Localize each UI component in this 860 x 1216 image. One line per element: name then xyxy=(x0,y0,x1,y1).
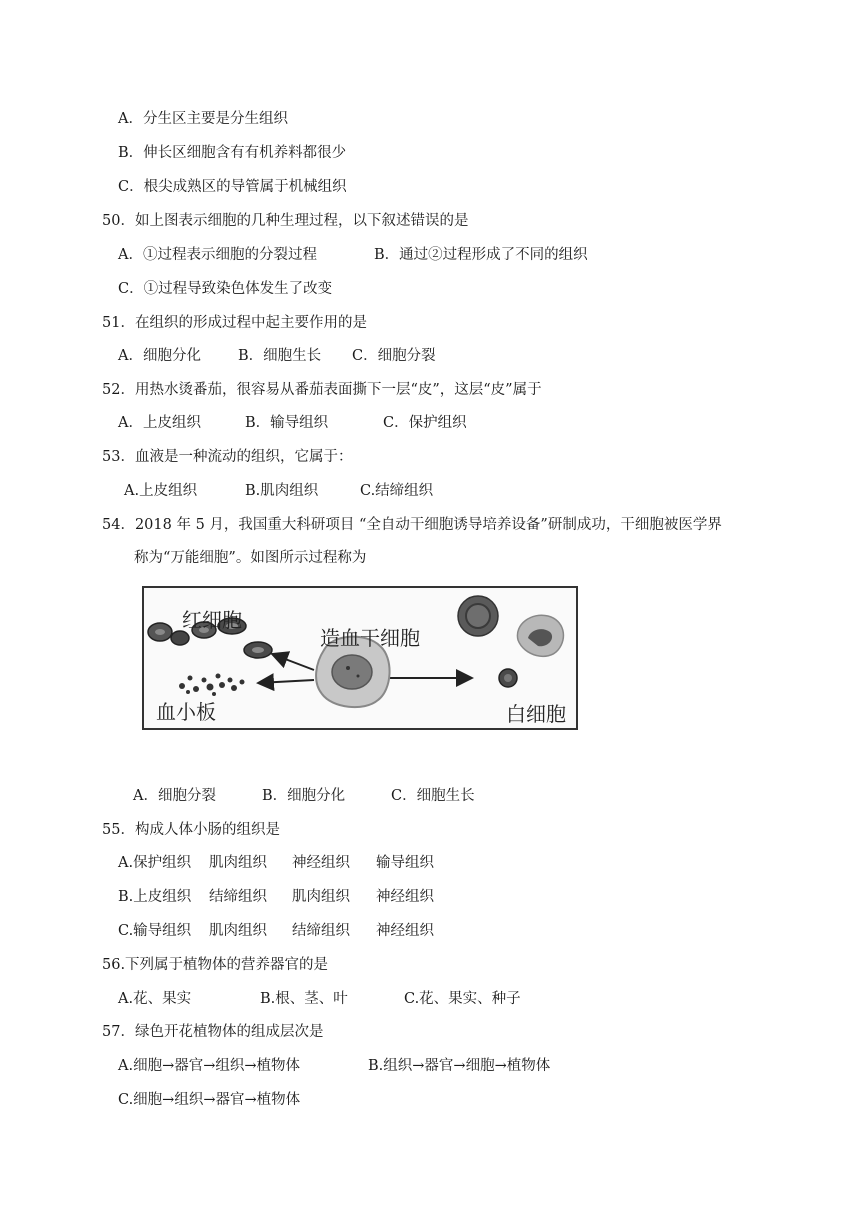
q55-option-b-2: 结缔组织 xyxy=(209,889,267,905)
q57-option-b: B.组织→器官→细胞→植物体 xyxy=(368,1058,551,1074)
q50-option-a: A．①过程表示细胞的分裂过程 xyxy=(118,247,317,263)
q55-option-b-1: B.上皮组织 xyxy=(118,889,192,905)
label-red-blood-cell: 红细胞 xyxy=(182,608,242,632)
label-stem-cell: 造血干细胞 xyxy=(320,626,420,650)
q52-stem: 52．用热水烫番茄，很容易从番茄表面撕下一层“皮”，这层“皮”属于 xyxy=(102,382,542,398)
q55-option-c-1: C.输导组织 xyxy=(118,923,192,939)
q53-option-c: C.结缔组织 xyxy=(360,483,434,499)
q55-option-c-4: 神经组织 xyxy=(376,923,434,939)
white-blood-cells xyxy=(458,596,563,687)
q55-option-a-2: 肌肉组织 xyxy=(209,855,267,871)
q57-option-c: C.细胞→组织→器官→植物体 xyxy=(118,1092,301,1108)
q55-option-b-3: 肌肉组织 xyxy=(292,889,350,905)
q56-option-b: B.根、茎、叶 xyxy=(260,991,348,1007)
q57-option-a: A.细胞→器官→组织→植物体 xyxy=(118,1058,301,1074)
q50-option-c: C．①过程导致染色体发生了改变 xyxy=(118,281,333,297)
q57-stem: 57．绿色开花植物体的组成层次是 xyxy=(102,1024,324,1040)
q54-option-c: C．细胞生长 xyxy=(391,788,475,804)
q55-option-a-3: 神经组织 xyxy=(292,855,350,871)
q52-option-b: B．输导组织 xyxy=(245,415,329,431)
q54-option-a: A．细胞分裂 xyxy=(133,788,216,804)
q50-option-b: B．通过②过程形成了不同的组织 xyxy=(374,247,588,263)
q54-stem-line1: 54．2018 年 5 月，我国重大科研项目 “全自动干细胞诱导培养设备”研制成功，干细胞被医学界 xyxy=(102,517,722,533)
q51-stem: 51．在组织的形成过程中起主要作用的是 xyxy=(102,315,367,331)
q53-option-b: B.肌肉组织 xyxy=(245,483,319,499)
q54-stem-line2: 称为“万能细胞”。如图所示过程称为 xyxy=(134,550,367,566)
q49-option-c: C．根尖成熟区的导管属于机械组织 xyxy=(118,179,347,195)
q49-option-b: B．伸长区细胞含有有机养料都很少 xyxy=(118,145,347,161)
q55-option-b-4: 神经组织 xyxy=(376,889,434,905)
q51-option-c: C．细胞分裂 xyxy=(352,348,436,364)
q51-option-a: A．细胞分化 xyxy=(118,348,201,364)
label-platelet: 血小板 xyxy=(156,700,216,724)
q56-option-a: A.花、果实 xyxy=(118,991,192,1007)
q52-option-c: C．保护组织 xyxy=(383,415,467,431)
hematopoiesis-figure xyxy=(142,586,578,730)
q50-stem: 50．如上图表示细胞的几种生理过程，以下叙述错误的是 xyxy=(102,213,469,229)
q55-option-c-3: 结缔组织 xyxy=(292,923,350,939)
platelets xyxy=(179,674,245,697)
q49-option-a: A．分生区主要是分生组织 xyxy=(118,111,288,127)
q51-option-b: B．细胞生长 xyxy=(238,348,322,364)
q55-stem: 55．构成人体小肠的组织是 xyxy=(102,822,280,838)
q54-option-b: B．细胞分化 xyxy=(262,788,346,804)
q52-option-a: A．上皮组织 xyxy=(118,415,201,431)
label-white-blood-cell: 白细胞 xyxy=(506,702,566,726)
q53-option-a: A.上皮组织 xyxy=(124,483,198,499)
q55-option-a-4: 输导组织 xyxy=(376,855,434,871)
q55-option-c-2: 肌肉组织 xyxy=(209,923,267,939)
q55-option-a-1: A.保护组织 xyxy=(118,855,192,871)
q56-stem: 56.下列属于植物体的营养器官的是 xyxy=(102,957,329,973)
q56-option-c: C.花、果实、种子 xyxy=(404,991,521,1007)
q53-stem: 53．血液是一种流动的组织，它属于： xyxy=(102,449,353,465)
